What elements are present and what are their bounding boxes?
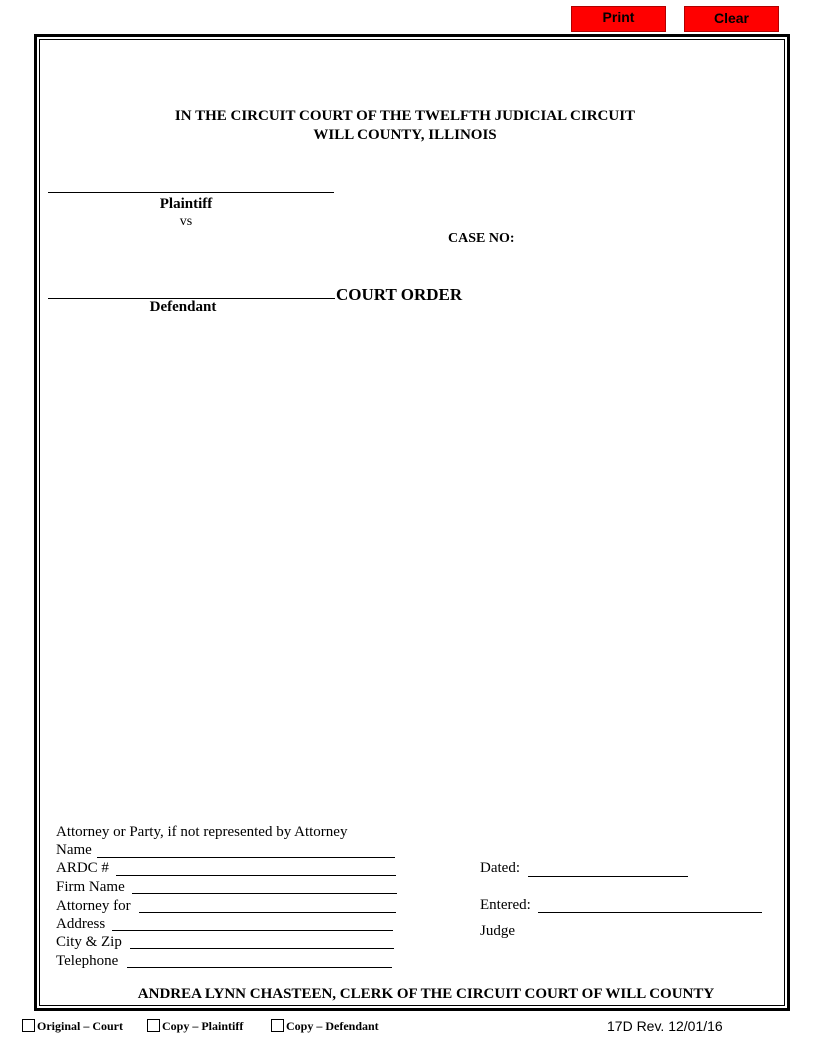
clerk-line: ANDREA LYNN CHASTEEN, CLERK OF THE CIRCUIT COURT OF WILL COUNTY bbox=[137, 986, 715, 1002]
copy-defendant-label: Copy – Defendant bbox=[286, 1019, 379, 1033]
attorney-name-input[interactable] bbox=[97, 857, 395, 858]
ardc-input[interactable] bbox=[116, 875, 396, 876]
plaintiff-input[interactable] bbox=[48, 192, 334, 193]
address-input[interactable] bbox=[112, 930, 393, 931]
dated-input[interactable] bbox=[528, 876, 688, 877]
entered-signature-line[interactable] bbox=[538, 912, 762, 913]
attorney-for-label: Attorney for bbox=[56, 898, 131, 914]
attorney-heading: Attorney or Party, if not represented by Attorney bbox=[56, 824, 348, 840]
ardc-label: ARDC # bbox=[56, 860, 109, 876]
city-zip-label: City & Zip bbox=[56, 934, 122, 950]
telephone-label: Telephone bbox=[56, 953, 119, 969]
copy-plaintiff-checkbox[interactable] bbox=[147, 1019, 160, 1032]
court-heading: IN THE CIRCUIT COURT OF THE TWELFTH JUDICIAL CIRCUIT bbox=[174, 108, 636, 124]
attorney-for-input[interactable] bbox=[139, 912, 396, 913]
address-label: Address bbox=[56, 916, 106, 932]
county-heading: WILL COUNTY, ILLINOIS bbox=[313, 127, 497, 143]
copy-defendant-checkbox[interactable] bbox=[271, 1019, 284, 1032]
copy-plaintiff-label: Copy – Plaintiff bbox=[162, 1019, 244, 1033]
order-title: COURT ORDER bbox=[336, 285, 463, 304]
defendant-label: Defendant bbox=[149, 299, 217, 315]
attorney-name-label: Name bbox=[56, 842, 92, 858]
order-body-textarea[interactable] bbox=[48, 330, 778, 810]
form-id: 17D Rev. 12/01/16 bbox=[607, 1018, 723, 1034]
plaintiff-label: Plaintiff bbox=[159, 196, 213, 212]
dated-label: Dated: bbox=[480, 860, 520, 876]
print-button[interactable]: Print bbox=[571, 6, 666, 32]
vs-label: vs bbox=[179, 214, 193, 229]
original-court-checkbox[interactable] bbox=[22, 1019, 35, 1032]
firm-name-label: Firm Name bbox=[56, 879, 125, 895]
entered-label: Entered: bbox=[480, 897, 531, 913]
firm-name-input[interactable] bbox=[132, 893, 397, 894]
city-zip-input[interactable] bbox=[130, 948, 394, 949]
case-no-label: CASE NO: bbox=[448, 231, 515, 246]
judge-label: Judge bbox=[480, 923, 515, 939]
clear-button[interactable]: Clear bbox=[684, 6, 779, 32]
original-court-label: Original – Court bbox=[37, 1019, 123, 1033]
case-no-input[interactable] bbox=[520, 228, 760, 248]
telephone-input[interactable] bbox=[127, 967, 392, 968]
